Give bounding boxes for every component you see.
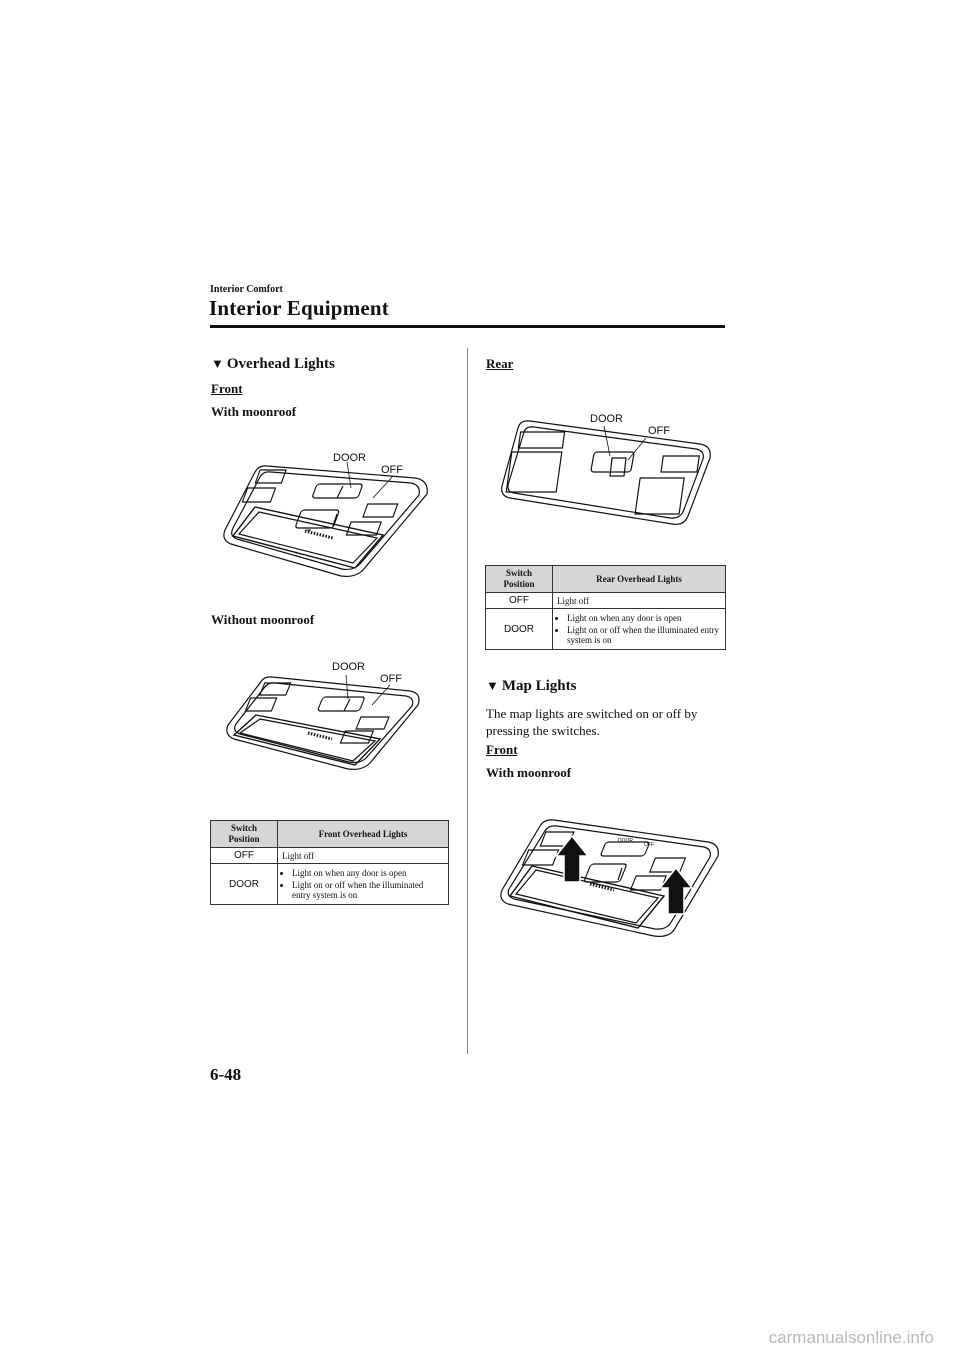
off-callout: OFF <box>381 464 403 476</box>
rear-console-illustration <box>500 408 718 530</box>
table-header-rear-lights: Rear Overhead Lights <box>553 566 726 593</box>
watermark: carmanualsonline.info <box>768 1328 934 1347</box>
triangle-marker-icon: ▼ <box>486 678 499 693</box>
mini-door-label: DOOR <box>618 838 633 844</box>
header-rule <box>210 325 725 328</box>
list-item: • Light on when any door is open <box>292 868 444 878</box>
off-description: Light off <box>553 593 726 609</box>
table-header-switch-position: Switch Position <box>211 821 278 848</box>
rear-overhead-table <box>485 565 726 650</box>
door-description-list <box>557 613 721 645</box>
front-console-moonroof-illustration <box>215 440 445 580</box>
door-description-list <box>282 868 444 900</box>
list-item: • Light on when any door is open <box>567 613 721 623</box>
map-lights-heading: ▼ Map Lights <box>486 678 577 694</box>
map-with-moonroof-label: With moonroof <box>486 765 572 780</box>
column-divider <box>467 348 468 1054</box>
table-header-switch-position: Switch Position <box>486 566 553 593</box>
front-label: Front <box>211 381 243 396</box>
table-row <box>486 593 726 609</box>
overhead-lights-heading: ▼ Overhead Lights <box>211 356 335 372</box>
list-item: • Light on or off when the illuminated entry system is on <box>292 880 444 900</box>
map-lights-illustration <box>496 812 728 942</box>
table-row <box>211 848 449 864</box>
off-callout-2: OFF <box>380 673 402 685</box>
without-moonroof-label: Without moonroof <box>211 612 315 627</box>
page-number: 6-48 <box>210 1065 242 1084</box>
off-description: Light off <box>278 848 449 864</box>
door-callout-2: DOOR <box>332 661 365 673</box>
front-overhead-table <box>210 820 449 905</box>
switch-pos-door: DOOR <box>486 609 553 650</box>
map-front-label: Front <box>486 742 518 757</box>
off-callout-rear: OFF <box>648 425 670 437</box>
triangle-marker-icon: ▼ <box>211 356 224 371</box>
door-callout-rear: DOOR <box>590 413 623 425</box>
switch-pos-off: OFF <box>211 848 278 864</box>
map-lights-body: The map lights are switched on or off by pressing the switches. <box>486 706 698 738</box>
table-row <box>211 864 449 905</box>
switch-pos-door: DOOR <box>211 864 278 905</box>
mini-off-label: OFF <box>644 842 654 848</box>
door-callout: DOOR <box>333 452 366 464</box>
rear-label: Rear <box>486 356 514 371</box>
with-moonroof-label: With moonroof <box>211 404 297 419</box>
table-row <box>486 609 726 650</box>
table-header-front-lights: Front Overhead Lights <box>278 821 449 848</box>
section-label: Interior Comfort <box>210 284 283 295</box>
front-console-no-moonroof-illustration <box>220 655 435 775</box>
switch-pos-off: OFF <box>486 593 553 609</box>
page-title: Interior Equipment <box>209 296 389 320</box>
list-item: • Light on or off when the illuminated entry system is on <box>567 625 721 645</box>
